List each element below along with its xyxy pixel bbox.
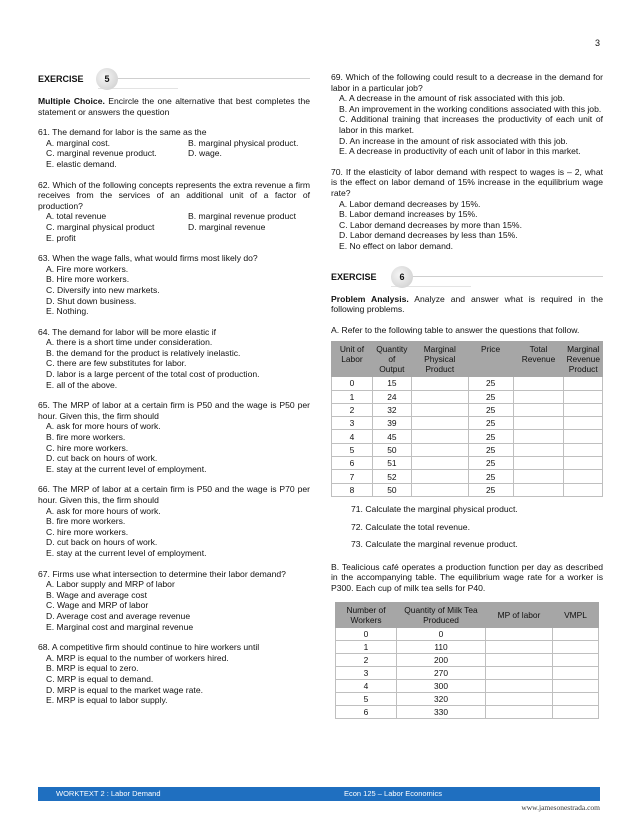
table-cell: 4: [336, 679, 397, 692]
question-69: [331, 72, 603, 157]
table-cell: [553, 653, 599, 666]
table-row: [332, 483, 603, 496]
table-cell: [486, 705, 553, 718]
table-cell: [513, 403, 564, 416]
table-cell: [553, 640, 599, 653]
table-cell: 25: [468, 470, 513, 483]
option-e: E. stay at the current level of employment.: [46, 547, 207, 558]
option-b: B. An improvement in the working conditions associated with this job.: [339, 103, 602, 114]
question-66: [38, 484, 310, 558]
column-header: VMPL: [553, 602, 599, 627]
question-63: [38, 253, 310, 317]
table-row: [336, 653, 599, 666]
table-cell: [411, 417, 468, 430]
table-cell: 6: [336, 705, 397, 718]
column-header: Quantity of Output: [372, 342, 411, 377]
table-cell: [564, 457, 603, 470]
table-cell: 25: [468, 430, 513, 443]
table-cell: [564, 443, 603, 456]
table-cell: 0: [397, 627, 486, 640]
table-cell: [411, 377, 468, 390]
option-e: E. No effect on labor demand.: [339, 240, 454, 251]
production-table-b: [335, 602, 599, 719]
table-cell: 51: [372, 457, 411, 470]
table-cell: [513, 430, 564, 443]
column-header: Number of Workers: [336, 602, 397, 627]
table-cell: [513, 377, 564, 390]
footer-bar: [38, 787, 600, 801]
table-cell: 7: [332, 470, 373, 483]
table-cell: [564, 417, 603, 430]
table-cell: 25: [468, 390, 513, 403]
table-cell: 270: [397, 666, 486, 679]
option-d: D. Shut down business.: [46, 295, 137, 306]
table-cell: 24: [372, 390, 411, 403]
question-stem: 67. Firms use what intersection to determine their labor demand?: [38, 568, 286, 579]
table-cell: 110: [397, 640, 486, 653]
option-a: A. ask for more hours of work.: [46, 505, 161, 516]
option-c: C. Additional training that increases the productivity of each unit of labor in this market.: [339, 114, 603, 135]
table-cell: 1: [332, 390, 373, 403]
table-cell: [411, 443, 468, 456]
question-67: [38, 569, 310, 633]
page-number: 3: [594, 38, 600, 48]
column-header: Marginal Revenue Product: [564, 342, 603, 377]
part-a-text: A. Refer to the following table to answer the questions that follow.: [331, 324, 580, 335]
table-cell: 8: [332, 483, 373, 496]
option-e: E. all of the above.: [46, 379, 118, 390]
exercise-5-instructions: [38, 96, 310, 117]
table-cell: [411, 483, 468, 496]
option-d: D. wage.: [188, 148, 222, 159]
question-62: [38, 180, 310, 244]
option-c: C. marginal revenue product.: [46, 148, 157, 159]
table-cell: [564, 377, 603, 390]
table-cell: 15: [372, 377, 411, 390]
option-b: B. the demand for the product is relatively inelastic.: [46, 347, 241, 358]
table-cell: [564, 430, 603, 443]
table-cell: 2: [336, 653, 397, 666]
table-cell: 50: [372, 483, 411, 496]
option-d: D. Average cost and average revenue: [46, 610, 191, 621]
table-cell: [513, 390, 564, 403]
divider: [98, 78, 310, 79]
footer-worktext-title: WORKTEXT 2 : Labor Demand: [56, 789, 161, 798]
exercise-number-badge: 5: [96, 68, 118, 90]
table-cell: 200: [397, 653, 486, 666]
option-b: B. fire more workers.: [46, 432, 126, 443]
table-cell: 1: [336, 640, 397, 653]
column-header: Price: [468, 342, 513, 377]
option-a: A. total revenue: [46, 211, 107, 222]
table-cell: [411, 457, 468, 470]
question-65: [38, 400, 310, 474]
option-a: A. A decrease in the amount of risk associated with this job.: [339, 93, 565, 104]
divider: [391, 276, 603, 277]
table-cell: [411, 430, 468, 443]
table-cell: [513, 470, 564, 483]
table-cell: [411, 470, 468, 483]
right-column: [331, 68, 603, 719]
option-b: B. fire more workers.: [46, 516, 126, 527]
table-cell: [411, 390, 468, 403]
table-cell: [564, 403, 603, 416]
task-72: 72. Calculate the total revenue.: [351, 521, 470, 532]
table-row: [332, 457, 603, 470]
question-stem: 66. The MRP of labor at a certain firm is P50 and the wage is P70 per hour. Given this, the firm should: [38, 484, 310, 505]
option-c: C. Wage and MRP of labor: [46, 600, 149, 611]
column-header: Quantity of Milk Tea Produced: [397, 602, 486, 627]
table-cell: 3: [336, 666, 397, 679]
option-e: E. Nothing.: [46, 306, 89, 317]
table-row: [336, 627, 599, 640]
exercise-5-header: [38, 68, 310, 90]
table-cell: [513, 483, 564, 496]
table-row: [332, 430, 603, 443]
table-cell: 300: [397, 679, 486, 692]
table-cell: 2: [332, 403, 373, 416]
table-cell: [486, 679, 553, 692]
table-row: [332, 470, 603, 483]
table-cell: 50: [372, 443, 411, 456]
question-70: [331, 167, 603, 252]
question-stem: 65. The MRP of labor at a certain firm is P50 and the wage is P50 per hour. Given this, the firm should: [38, 400, 310, 421]
table-cell: 25: [468, 483, 513, 496]
column-header: Total Revenue: [513, 342, 564, 377]
production-table-a: [331, 341, 603, 497]
option-a: A. Fire more workers.: [46, 263, 129, 274]
table-cell: [553, 679, 599, 692]
option-e: E. profit: [46, 232, 76, 243]
option-b: B. Labor demand increases by 15%.: [339, 209, 478, 220]
option-d: D. cut back on hours of work.: [46, 537, 158, 548]
table-cell: [486, 653, 553, 666]
option-d: D. Labor demand decreases by less than 15%.: [339, 230, 518, 241]
table-cell: 45: [372, 430, 411, 443]
option-a: A. ask for more hours of work.: [46, 421, 161, 432]
table-cell: 25: [468, 377, 513, 390]
part-b-text: B. Tealicious café operates a production function per day as described in the accompanying table. The equilibrium wage rate for a worker is P300. Each cup of milk tea sells for P40.: [331, 561, 603, 593]
table-cell: 25: [468, 403, 513, 416]
table-cell: 6: [332, 457, 373, 470]
option-c: C. hire more workers.: [46, 442, 129, 453]
question-64: [38, 327, 310, 391]
task-73: 73. Calculate the marginal revenue product.: [351, 539, 518, 550]
option-e: E. MRP is equal to labor supply.: [46, 695, 168, 706]
option-c: C. hire more workers.: [46, 526, 129, 537]
option-d: D. MRP is equal to the market wage rate.: [46, 684, 203, 695]
option-a: A. there is a short time under consideration.: [46, 337, 213, 348]
table-cell: [564, 470, 603, 483]
option-b: B. MRP is equal to zero.: [46, 663, 139, 674]
question-stem: 63. When the wage falls, what would firms most likely do?: [38, 253, 258, 264]
table-row: [336, 640, 599, 653]
question-stem: 61. The demand for labor is the same as the: [38, 127, 207, 138]
table-row: [332, 417, 603, 430]
table-row: [336, 692, 599, 705]
table-cell: [564, 390, 603, 403]
table-cell: 25: [468, 417, 513, 430]
table-cell: [553, 705, 599, 718]
question-68: [38, 642, 310, 706]
exercise-label: EXERCISE: [331, 271, 377, 282]
question-stem: 69. Which of the following could result to a decrease in the demand for labor in a particular job?: [331, 72, 603, 93]
column-header: Marginal Physical Product: [411, 342, 468, 377]
column-header: Unit of Labor: [332, 342, 373, 377]
table-cell: [564, 483, 603, 496]
table-header-row: [332, 342, 603, 377]
option-a: A. Labor supply and MRP of labor: [46, 579, 175, 590]
footer-course-title: Econ 125 – Labor Economics: [344, 789, 442, 798]
exercise-label: EXERCISE: [38, 74, 84, 84]
table-cell: 39: [372, 417, 411, 430]
table-cell: [411, 403, 468, 416]
option-d: D. An increase in the amount of risk associated with this job.: [339, 135, 568, 146]
table-cell: [553, 666, 599, 679]
exercise-6-header: [331, 266, 603, 288]
question-stem: 70. If the elasticity of labor demand with respect to wages is – 2, what is the effect on labor demand of 15% increase in the equilibrium wage rate?: [331, 166, 603, 198]
instructions-text: Analyze and answer what is required in the following problems.: [331, 293, 603, 315]
table-cell: 25: [468, 443, 513, 456]
option-e: E. Marginal cost and marginal revenue: [46, 621, 194, 632]
table-cell: 0: [332, 377, 373, 390]
table-row: [332, 443, 603, 456]
option-a: A. marginal cost.: [46, 137, 110, 148]
table-cell: [486, 666, 553, 679]
option-b: B. Hire more workers.: [46, 274, 130, 285]
option-c: C. Diversify into new markets.: [46, 284, 160, 295]
instructions-title: Multiple Choice.: [38, 96, 105, 106]
option-c: C. MRP is equal to demand.: [46, 673, 154, 684]
table-cell: 0: [336, 627, 397, 640]
table-cell: 320: [397, 692, 486, 705]
instructions-title: Problem Analysis.: [331, 293, 409, 304]
question-stem: 64. The demand for labor will be more elastic if: [38, 326, 217, 337]
option-a: A. Labor demand decreases by 15%.: [339, 198, 481, 209]
instructions-text: Encircle the one alternative that best completes the statement or answers the question: [38, 96, 310, 117]
task-71: 71. Calculate the marginal physical product.: [351, 503, 518, 514]
table-cell: 3: [332, 417, 373, 430]
table-cell: 330: [397, 705, 486, 718]
table-cell: [513, 443, 564, 456]
table-row: [336, 679, 599, 692]
option-e: E. elastic demand.: [46, 158, 117, 169]
exercise-6-instructions: [331, 294, 603, 315]
option-d: D. cut back on hours of work.: [46, 453, 158, 464]
table-cell: [486, 692, 553, 705]
table-row: [332, 390, 603, 403]
table-row: [336, 666, 599, 679]
table-cell: [553, 692, 599, 705]
question-stem: 68. A competitive firm should continue to hire workers until: [38, 642, 260, 653]
table-cell: [513, 417, 564, 430]
table-cell: [513, 457, 564, 470]
option-e: E. stay at the current level of employment.: [46, 463, 207, 474]
table-row: [336, 705, 599, 718]
table-cell: 5: [332, 443, 373, 456]
exercise-number-badge: 6: [391, 266, 413, 288]
table-row: [332, 403, 603, 416]
option-c: C. marginal physical product: [46, 221, 155, 232]
question-stem: 62. Which of the following concepts represents the extra revenue a firm receives from the services of an additional unit of a factor of production?: [38, 179, 310, 211]
option-b: B. marginal revenue product: [188, 211, 296, 222]
table-cell: [486, 627, 553, 640]
table-cell: 5: [336, 692, 397, 705]
column-header: MP of labor: [486, 602, 553, 627]
option-a: A. MRP is equal to the number of workers hired.: [46, 652, 229, 663]
option-e: E. A decrease in productivity of each unit of labor in this market.: [339, 146, 581, 157]
option-c: C. Labor demand decreases by more than 15%.: [339, 219, 522, 230]
table-cell: 25: [468, 457, 513, 470]
question-61: [38, 127, 310, 169]
option-d: D. marginal revenue: [188, 221, 266, 232]
table-cell: 4: [332, 430, 373, 443]
option-d: D. labor is a large percent of the total cost of production.: [46, 369, 260, 380]
footer-website: www.jamesonestrada.com: [521, 803, 600, 812]
left-column: [38, 68, 310, 706]
option-c: C. there are few substitutes for labor.: [46, 358, 187, 369]
table-row: [332, 377, 603, 390]
table-cell: [486, 640, 553, 653]
table-header-row: [336, 602, 599, 627]
option-b: B. Wage and average cost: [46, 589, 147, 600]
option-b: B. marginal physical product.: [188, 137, 299, 148]
table-cell: 52: [372, 470, 411, 483]
table-cell: 32: [372, 403, 411, 416]
table-cell: [553, 627, 599, 640]
